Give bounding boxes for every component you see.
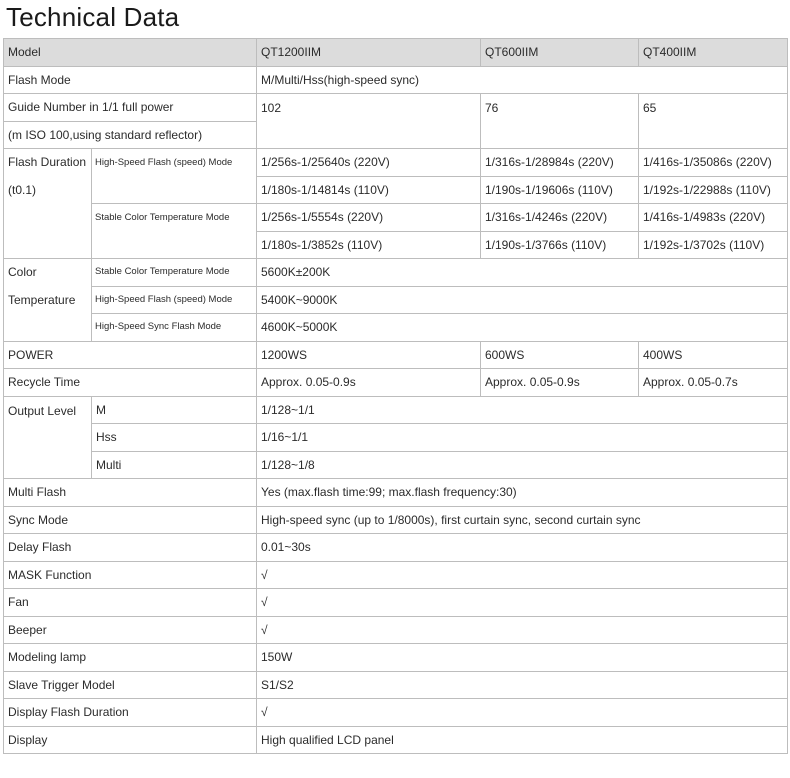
recycle-qt400: Approx. 0.05-0.7s bbox=[639, 369, 788, 397]
guide-number-label: Guide Number in 1/1 full power bbox=[4, 94, 257, 122]
color-temp-mode-2: High-Speed Flash (speed) Mode bbox=[92, 286, 257, 314]
color-temp-mode-1: Stable Color Temperature Mode bbox=[92, 259, 257, 287]
fan-label: Fan bbox=[4, 589, 257, 617]
color-temp-mode-3: High-Speed Sync Flash Mode bbox=[92, 314, 257, 342]
recycle-row bbox=[4, 369, 788, 397]
flash-duration-row-1 bbox=[4, 149, 788, 177]
sc-110-qt1200: 1/180s-1/3852s (110V) bbox=[257, 231, 481, 259]
beeper-label: Beeper bbox=[4, 616, 257, 644]
fan-value: √ bbox=[257, 589, 788, 617]
flash-duration-label-line2: (t0.1) bbox=[8, 182, 37, 197]
color-temp-row-2 bbox=[4, 286, 788, 314]
sc-220-qt400: 1/416s-1/4983s (220V) bbox=[639, 204, 788, 232]
flash-mode-row bbox=[4, 66, 788, 94]
flash-mode-value: M/Multi/Hss(high-speed sync) bbox=[257, 66, 788, 94]
color-temp-label-line1: Color bbox=[8, 265, 37, 279]
fan-row bbox=[4, 589, 788, 617]
power-qt1200: 1200WS bbox=[257, 341, 481, 369]
hs-220-qt400: 1/416s-1/35086s (220V) bbox=[639, 149, 788, 177]
power-qt400: 400WS bbox=[639, 341, 788, 369]
output-level-label: Output Level bbox=[4, 396, 92, 479]
sc-220-qt600: 1/316s-1/4246s (220V) bbox=[481, 204, 639, 232]
sc-220-qt1200: 1/256s-1/5554s (220V) bbox=[257, 204, 481, 232]
slave-value: S1/S2 bbox=[257, 671, 788, 699]
multi-flash-row bbox=[4, 479, 788, 507]
color-temp-label bbox=[4, 259, 92, 342]
guide-number-note: (m ISO 100,using standard reflector) bbox=[4, 121, 257, 149]
flash-duration-row-3 bbox=[4, 204, 788, 232]
page-title: Technical Data bbox=[6, 2, 180, 32]
power-label: POWER bbox=[4, 341, 257, 369]
display-row bbox=[4, 726, 788, 754]
display-duration-row bbox=[4, 699, 788, 727]
hs-220-qt1200: 1/256s-1/25640s (220V) bbox=[257, 149, 481, 177]
output-multi-value: 1/128~1/8 bbox=[257, 451, 788, 479]
modeling-value: 150W bbox=[257, 644, 788, 672]
multi-flash-label: Multi Flash bbox=[4, 479, 257, 507]
model-header: Model bbox=[4, 39, 257, 67]
technical-data-table bbox=[3, 38, 788, 754]
display-value: High qualified LCD panel bbox=[257, 726, 788, 754]
recycle-qt1200: Approx. 0.05-0.9s bbox=[257, 369, 481, 397]
hs-220-qt600: 1/316s-1/28984s (220V) bbox=[481, 149, 639, 177]
model-qt600: QT600IIM bbox=[481, 39, 639, 67]
mask-row bbox=[4, 561, 788, 589]
sync-mode-value: High-speed sync (up to 1/8000s), first curtain sync, second curtain sync bbox=[257, 506, 788, 534]
slave-label: Slave Trigger Model bbox=[4, 671, 257, 699]
modeling-row bbox=[4, 644, 788, 672]
hs-110-qt600: 1/190s-1/19606s (110V) bbox=[481, 176, 639, 204]
output-multi-label: Multi bbox=[92, 451, 257, 479]
hs-flash-mode-label: High-Speed Flash (speed) Mode bbox=[92, 149, 257, 204]
flash-mode-label: Flash Mode bbox=[4, 66, 257, 94]
modeling-label: Modeling lamp bbox=[4, 644, 257, 672]
color-temp-value-1: 5600K±200K bbox=[257, 259, 788, 287]
display-label: Display bbox=[4, 726, 257, 754]
guide-number-qt600: 76 bbox=[481, 94, 639, 149]
hs-110-qt400: 1/192s-1/22988s (110V) bbox=[639, 176, 788, 204]
output-row-multi bbox=[4, 451, 788, 479]
delay-flash-value: 0.01~30s bbox=[257, 534, 788, 562]
sc-110-qt600: 1/190s-1/3766s (110V) bbox=[481, 231, 639, 259]
display-duration-value: √ bbox=[257, 699, 788, 727]
sync-mode-row bbox=[4, 506, 788, 534]
guide-number-qt400: 65 bbox=[639, 94, 788, 149]
color-temp-value-2: 5400K~9000K bbox=[257, 286, 788, 314]
output-hss-value: 1/16~1/1 bbox=[257, 424, 788, 452]
header-row bbox=[4, 39, 788, 67]
power-row bbox=[4, 341, 788, 369]
sc-mode-label: Stable Color Temperature Mode bbox=[92, 204, 257, 259]
model-qt1200: QT1200IIM bbox=[257, 39, 481, 67]
display-duration-label: Display Flash Duration bbox=[4, 699, 257, 727]
hs-110-qt1200: 1/180s-1/14814s (110V) bbox=[257, 176, 481, 204]
mask-value: √ bbox=[257, 561, 788, 589]
flash-duration-label-line1: Flash Duration bbox=[8, 155, 87, 169]
multi-flash-value: Yes (max.flash time:99; max.flash frequency:30) bbox=[257, 479, 788, 507]
delay-flash-label: Delay Flash bbox=[4, 534, 257, 562]
color-temp-row-1 bbox=[4, 259, 788, 287]
slave-row bbox=[4, 671, 788, 699]
output-hss-label: Hss bbox=[92, 424, 257, 452]
color-temp-label-line2: Temperature bbox=[8, 292, 76, 307]
output-row-m bbox=[4, 396, 788, 424]
color-temp-value-3: 4600K~5000K bbox=[257, 314, 788, 342]
recycle-qt600: Approx. 0.05-0.9s bbox=[481, 369, 639, 397]
sc-110-qt400: 1/192s-1/3702s (110V) bbox=[639, 231, 788, 259]
sync-mode-label: Sync Mode bbox=[4, 506, 257, 534]
power-qt600: 600WS bbox=[481, 341, 639, 369]
output-row-hss bbox=[4, 424, 788, 452]
mask-label: MASK Function bbox=[4, 561, 257, 589]
model-qt400: QT400IIM bbox=[639, 39, 788, 67]
guide-number-row-1 bbox=[4, 94, 788, 122]
flash-duration-label bbox=[4, 149, 92, 259]
output-m-value: 1/128~1/1 bbox=[257, 396, 788, 424]
guide-number-qt1200: 102 bbox=[257, 94, 481, 149]
color-temp-row-3 bbox=[4, 314, 788, 342]
output-m-label: M bbox=[92, 396, 257, 424]
delay-flash-row bbox=[4, 534, 788, 562]
beeper-value: √ bbox=[257, 616, 788, 644]
recycle-label: Recycle Time bbox=[4, 369, 257, 397]
beeper-row bbox=[4, 616, 788, 644]
